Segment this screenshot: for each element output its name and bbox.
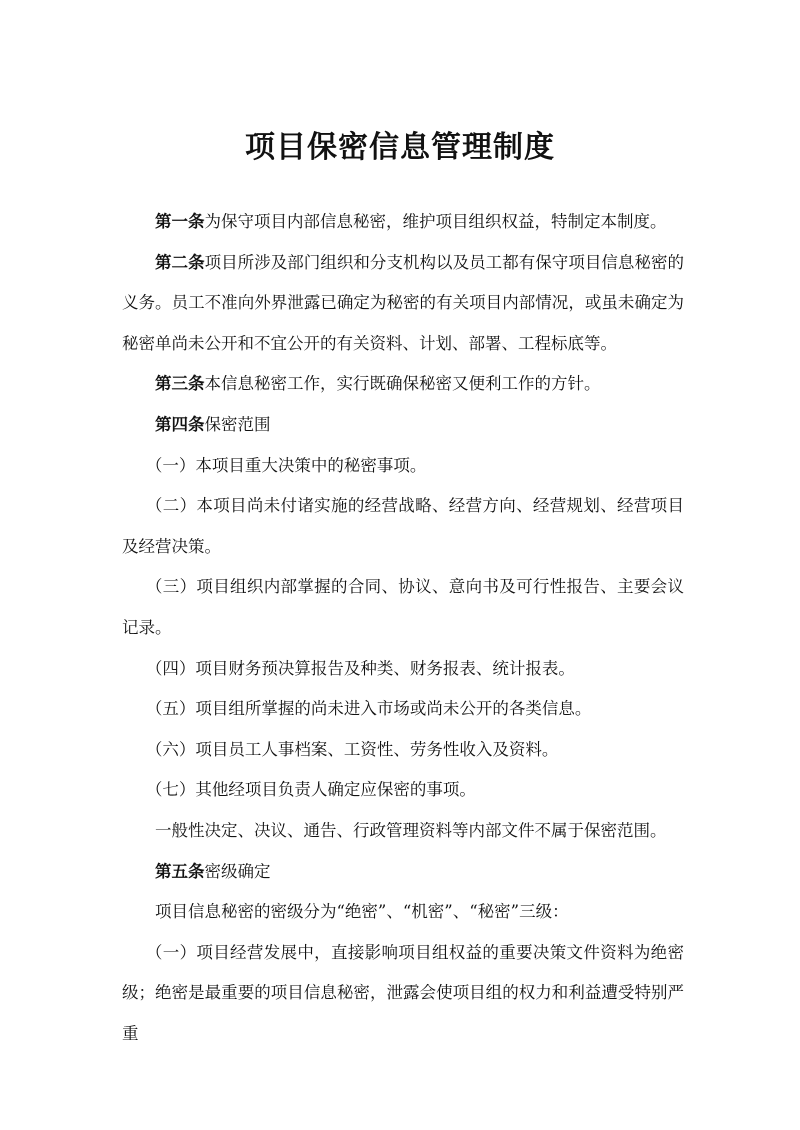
scope-item-4: （四）项目财务预决算报告及种类、财务报表、统计报表。 xyxy=(145,658,575,678)
article-lead: 第五条 xyxy=(155,861,205,881)
article-text: 保密范围 xyxy=(204,414,271,434)
scope-item-5: （五）项目组所掌握的尚未进入市场或尚未公开的各类信息。 xyxy=(145,699,592,719)
scope-item-1: （一）本项目重大决策中的秘密事项。 xyxy=(145,455,427,475)
article-2 xyxy=(122,243,684,365)
article-lead: 第一条 xyxy=(155,212,205,231)
article-text: 本信息秘密工作，实行既确保秘密又便利工作的方针。 xyxy=(204,374,601,394)
article-text: 为保守项目内部信息秘密，维护项目组织权益，特制定本制度。 xyxy=(204,212,667,231)
article-3 xyxy=(122,364,684,405)
document-title: 项目保密信息管理制度 xyxy=(245,130,555,165)
article-lead: 第三条 xyxy=(155,374,205,394)
article-1 xyxy=(122,202,684,243)
document-body xyxy=(122,202,684,1054)
scope-exclusion: 一般性决定、决议、通告、行政管理资料等内部文件不属于保密范围。 xyxy=(155,820,667,840)
scope-item-6: （六）项目员工人事档案、工资性、劳务性收入及资料。 xyxy=(145,739,559,759)
classification-intro: 项目信息秘密的密级分为“绝密”、“机密”、“秘密”三级： xyxy=(155,902,569,922)
scope-item-3: （三）项目组织内部掌握的合同、协议、意向书及可行性报告、主要会议记录。 xyxy=(122,577,684,637)
scope-item-7: （七）其他经项目负责人确定应保密的事项。 xyxy=(145,780,476,800)
scope-item-2: （二）本项目尚未付诸实施的经营战略、经营方向、经营规划、经营项目及经营决策。 xyxy=(122,496,684,556)
article-text: 项目所涉及部门组织和分支机构以及员工都有保守项目信息秘密的义务。员工不准向外界泄露已确定为秘密的有关项目内部情况，或虽未确定为秘密单尚未公开和不宜公开的有关资料、计划、部署、工程标底等。 xyxy=(122,252,685,353)
classification-item-1: （一）项目经营发展中，直接影响项目组权益的重要决策文件资料为绝密级；绝密是最重要的项目信息秘密，泄露会使项目组的权力和利益遭受特别严重 xyxy=(122,942,684,1043)
article-lead: 第四条 xyxy=(155,414,205,434)
article-text: 密级确定 xyxy=(204,861,271,881)
article-4 xyxy=(122,405,684,446)
article-5 xyxy=(122,852,684,893)
article-lead: 第二条 xyxy=(155,252,205,272)
